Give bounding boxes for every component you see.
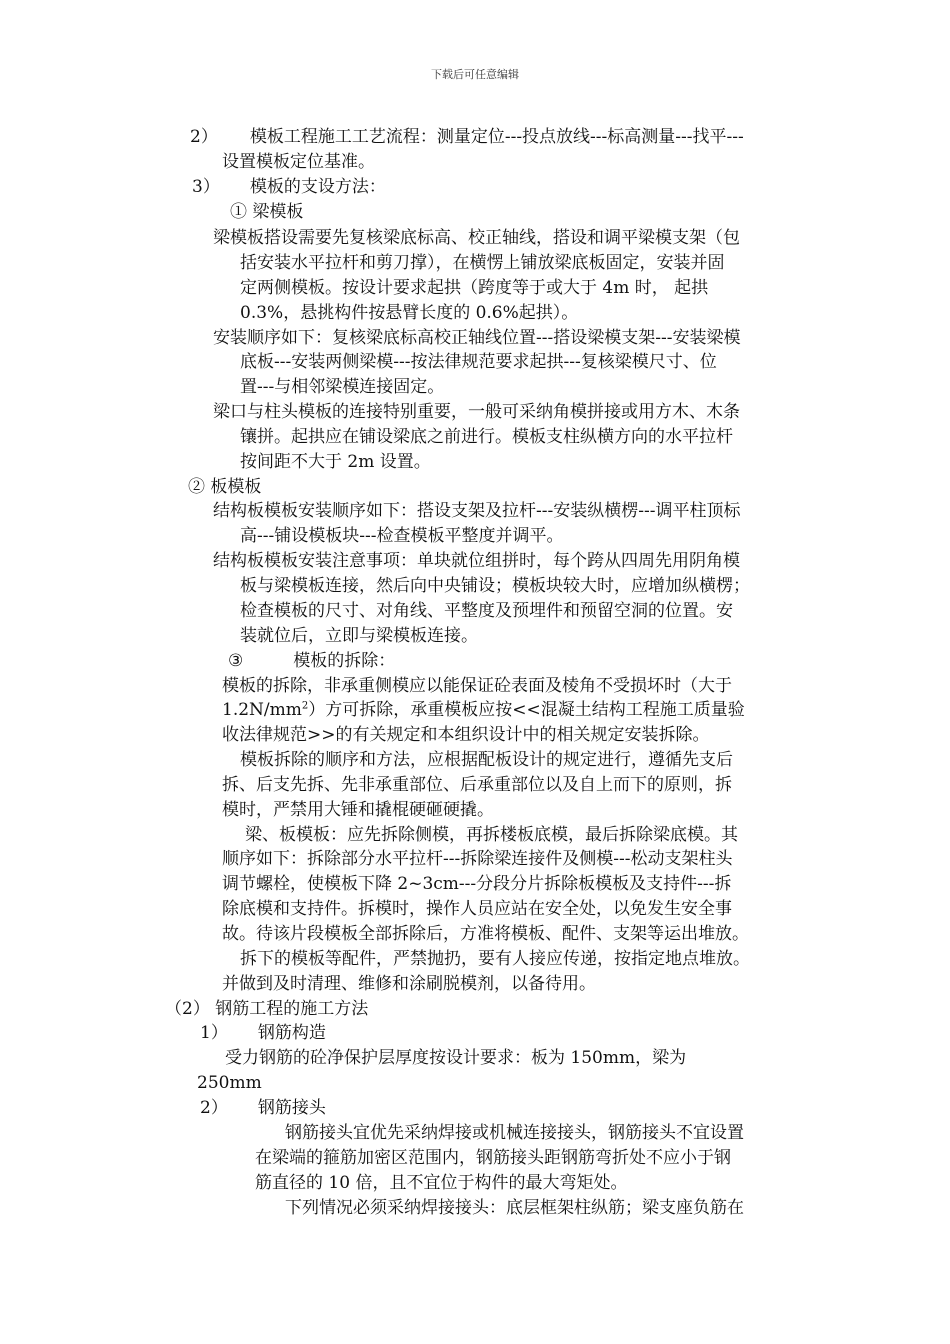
- text-line: 梁、板模板：应先拆除侧模，再拆楼板底模，最后拆除梁底模。其: [245, 825, 738, 845]
- text-line: 设置模板定位基准。: [222, 152, 375, 172]
- text-line: 在梁端的箍筋加密区范围内，钢筋接头距钢筋弯折处不应小于钢: [255, 1148, 731, 1168]
- text-line: 调节螺栓，使模板下降 2~3cm---分段分片拆除板模板及支持件---拆: [222, 874, 732, 894]
- text-line: 2） 模板工程施工工艺流程：测量定位---投点放线---标高测量---找平---: [190, 127, 744, 147]
- text-line: ① 梁模板: [230, 202, 304, 222]
- text-line: 模板拆除的顺序和方法，应根据配板设计的规定进行，遵循先支后: [240, 750, 733, 770]
- text-line: 顺序如下：拆除部分水平拉杆---拆除梁连接件及侧模---松动支架柱头: [222, 849, 733, 869]
- text-line: 按间距不大于 2m 设置。: [240, 452, 431, 472]
- text-line: 2） 钢筋接头: [200, 1098, 326, 1118]
- text-line: 高---铺设模板块---检查模板平整度并调平。: [240, 526, 564, 546]
- text-line: 受力钢筋的砼净保护层厚度按设计要求：板为 150mm，梁为: [225, 1048, 687, 1068]
- text-line: 筋直径的 10 倍，且不宜位于构件的最大弯矩处。: [255, 1173, 628, 1193]
- text-line: 收法律规范>>的有关规定和本组织设计中的相关规定安装拆除。: [222, 725, 710, 745]
- text-line: 除底模和支持件。拆模时，操作人员应站在安全处，以免发生安全事: [222, 899, 732, 919]
- text-line: 置---与相邻梁模连接固定。: [240, 377, 445, 397]
- text-line: ③ 模板的拆除：: [228, 651, 396, 671]
- text-line: 括安装水平拉杆和剪刀撑），在横愣上铺放梁底板固定，安装并固: [240, 253, 725, 273]
- text-line: 模板的拆除，非承重侧模应以能保证砼表面及棱角不受损坏时（大于: [222, 676, 732, 696]
- text-line: 并做到及时清理、维修和涂刷脱模剂，以备待用。: [222, 974, 596, 994]
- text-line: 结构板模板安装注意事项：单块就位组拼时，每个跨从四周先用阴角模: [213, 551, 740, 571]
- text-line: 镶拼。起拱应在铺设梁底之前进行。模板支柱纵横方向的水平拉杆: [240, 427, 733, 447]
- text-line: 板与梁模板连接，然后向中央铺设；模板块较大时，应增加纵横楞；: [240, 576, 750, 596]
- text-line: 250mm: [197, 1073, 262, 1093]
- text-line: 钢筋接头宜优先采纳焊接或机械连接接头，钢筋接头不宜设置: [285, 1123, 744, 1143]
- text-line: 结构板模板安装顺序如下：搭设支架及拉杆---安装纵横楞---调平柱顶标: [213, 501, 741, 521]
- text-line: 故。待该片段模板全部拆除后，方准将模板、配件、支架等运出堆放。: [222, 924, 749, 944]
- text-line: 检查模板的尺寸、对角线、平整度及预埋件和预留空洞的位置。安: [240, 601, 733, 621]
- section-heading: （2） 钢筋工程的施工方法: [165, 999, 369, 1019]
- text-line: 定两侧模板。按设计要求起拱（跨度等于或大于 4m 时， 起拱: [240, 278, 709, 298]
- text-line: $1.2N/mm^2$）方可拆除，承重模板应按<<混凝土结构工程施工质量验: [222, 700, 745, 720]
- text-line: 拆下的模板等配件，严禁抛扔，要有人接应传递，按指定地点堆放。: [240, 949, 750, 969]
- page-header: 下载后可任意编辑: [431, 68, 519, 81]
- text-line: 0.3%，悬挑构件按悬臂长度的 0.6%起拱）。: [240, 303, 579, 323]
- text-line: 底板---安装两侧梁模---按法律规范要求起拱---复核梁模尺寸、位: [240, 352, 717, 372]
- text-line: 1） 钢筋构造: [200, 1023, 326, 1043]
- text-line: 梁口与柱头模板的连接特别重要，一般可采纳角模拼接或用方木、木条: [213, 402, 740, 422]
- text-line: 拆、后支先拆、先非承重部位、后承重部位以及自上而下的原则，拆: [222, 775, 732, 795]
- text-line: 模时，严禁用大锤和撬棍硬砸硬撬。: [222, 800, 494, 820]
- text-line: 装就位后，立即与梁模板连接。: [240, 626, 478, 646]
- text-line: 梁模板搭设需要先复核梁底标高、校正轴线，搭设和调平梁模支架（包: [213, 228, 740, 248]
- text-line: 3） 模板的支设方法：: [192, 177, 386, 197]
- text-line: 下列情况必须采纳焊接接头：底层框架柱纵筋；梁支座负筋在: [285, 1198, 744, 1218]
- text-line: 安装顺序如下：复核梁底标高校正轴线位置---搭设梁模支架---安装梁模: [213, 328, 741, 348]
- text-line: ② 板模板: [188, 477, 262, 497]
